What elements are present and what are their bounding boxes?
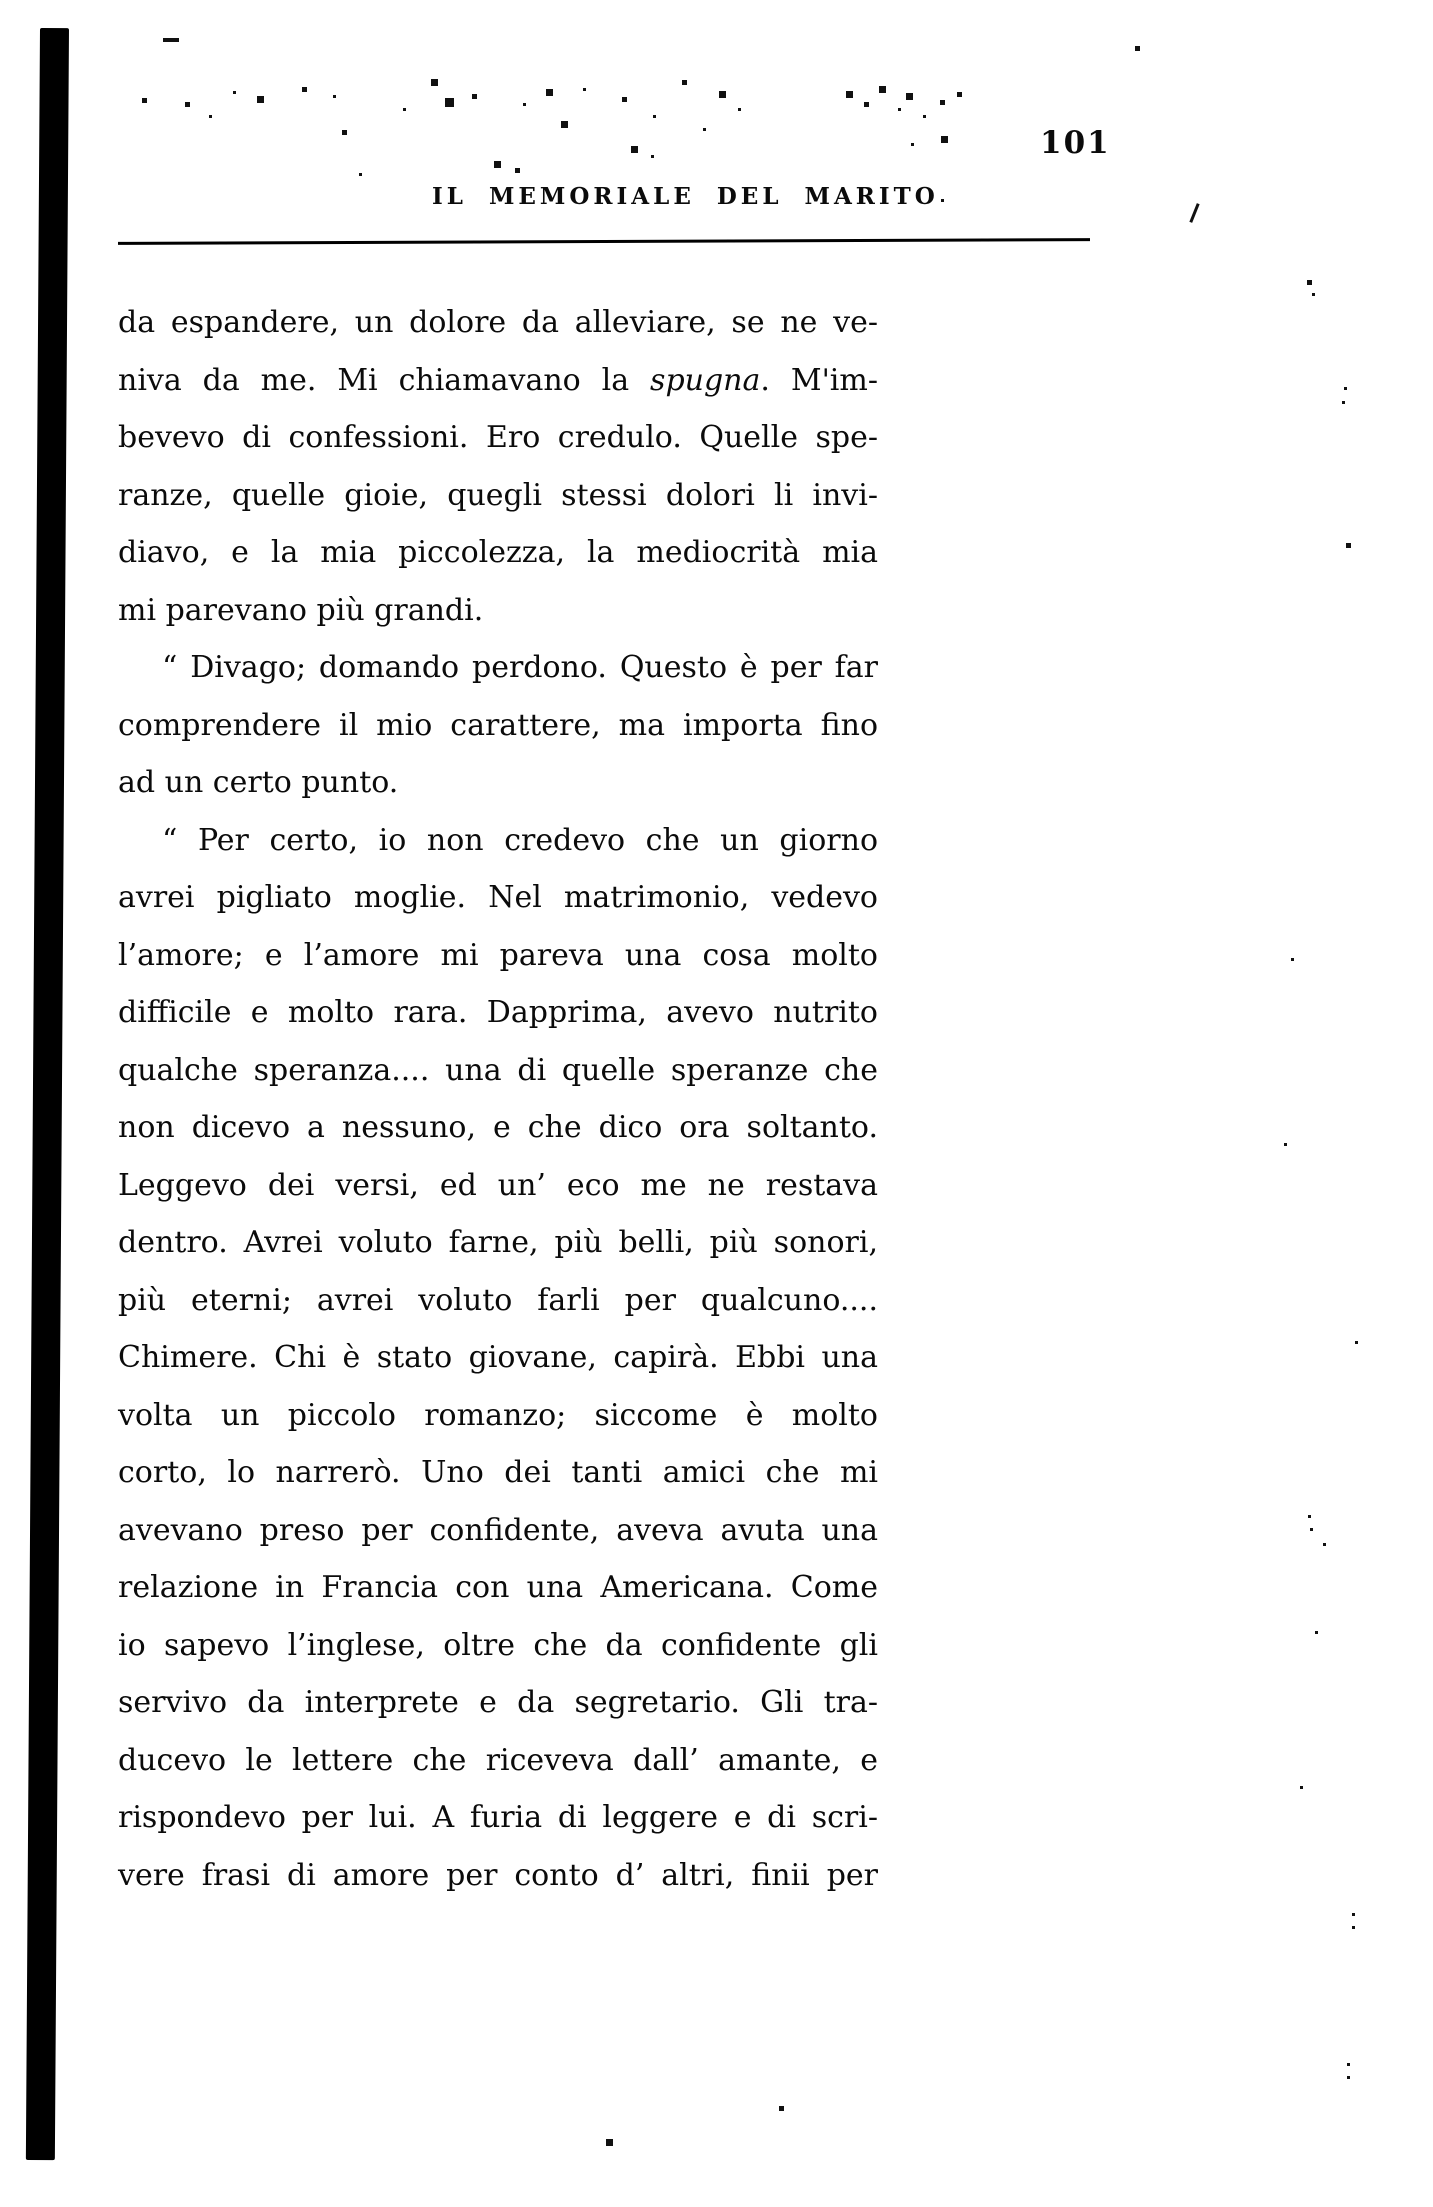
scan-noise-dash xyxy=(163,38,179,42)
text-line: ducevo le lettere che riceveva dall’ amante, e xyxy=(118,1742,878,1778)
text-line: difficile e molto rara. Dapprima, avevo nutrito xyxy=(118,995,878,1030)
italic-word: spugna xyxy=(650,362,761,398)
text-line: non dicevo a nessuno, e che dico ora soltanto. xyxy=(118,1110,878,1145)
text-line: ad un certo punto. xyxy=(118,765,399,800)
text-line: ranze, quelle gioie, quegli stessi dolori li invi- xyxy=(118,477,878,513)
text-line: Leggevo dei versi, ed un’ eco me ne restava xyxy=(118,1167,878,1203)
header-rule xyxy=(118,238,1090,245)
text-line: diavo, e la mia piccolezza, la mediocrità mia xyxy=(118,535,878,570)
page-number: 101 xyxy=(1040,125,1111,161)
text-line: bevevo di confessioni. Ero credulo. Quelle spe- xyxy=(118,420,878,455)
text-line: “ Divago; domando perdono. Questo è per far xyxy=(162,650,878,685)
text-line: servivo da interprete e da segretario. Gli tra- xyxy=(118,1685,878,1720)
text-line: comprendere il mio carattere, ma importa fino xyxy=(118,707,878,743)
body-text-block xyxy=(118,294,878,1904)
text-line: qualche speranza.... una di quelle speranze che xyxy=(118,1052,878,1088)
scan-gutter-bar xyxy=(26,28,69,2160)
scan-noise-specks xyxy=(0,0,5,5)
text-line: dentro. Avrei voluto farne, più belli, più sonori, xyxy=(118,1225,878,1260)
text-line: mi parevano più grandi. xyxy=(118,592,484,628)
text-line xyxy=(118,352,878,410)
text-line: da espandere, un dolore da alleviare, se ne ve- xyxy=(118,305,878,340)
text-line: io sapevo l’inglese, oltre che da confidente gli xyxy=(118,1627,878,1663)
text-line: Chimere. Chi è stato giovane, capirà. Ebbi una xyxy=(118,1340,878,1375)
text-line: volta un piccolo romanzo; siccome è molto xyxy=(118,1397,878,1433)
text-line: “ Per certo, io non credevo che un giorno xyxy=(162,822,878,858)
running-title: IL MEMORIALE DEL MARITO xyxy=(432,183,939,210)
text-line: più eterni; avrei voluto farli per qualcuno.... xyxy=(118,1282,878,1318)
text-line: avevano preso per confidente, aveva avuta una xyxy=(118,1512,878,1548)
text-line: l’amore; e l’amore mi pareva una cosa molto xyxy=(118,937,878,973)
text-line: vere frasi di amore per conto d’ altri, finii per xyxy=(118,1857,878,1893)
text-line: corto, lo narrerò. Uno dei tanti amici che mi xyxy=(118,1455,878,1490)
text-line: rispondevo per lui. A furia di leggere e di scri- xyxy=(118,1800,878,1835)
text-line: relazione in Francia con una Americana. Come xyxy=(118,1570,878,1605)
text-segment: . M'im- xyxy=(760,362,878,398)
text-line: avrei pigliato moglie. Nel matrimonio, vedevo xyxy=(118,880,878,915)
text-segment: niva da me. Mi chiamavano la xyxy=(118,362,651,398)
scan-noise-slant-mark xyxy=(1189,203,1199,223)
